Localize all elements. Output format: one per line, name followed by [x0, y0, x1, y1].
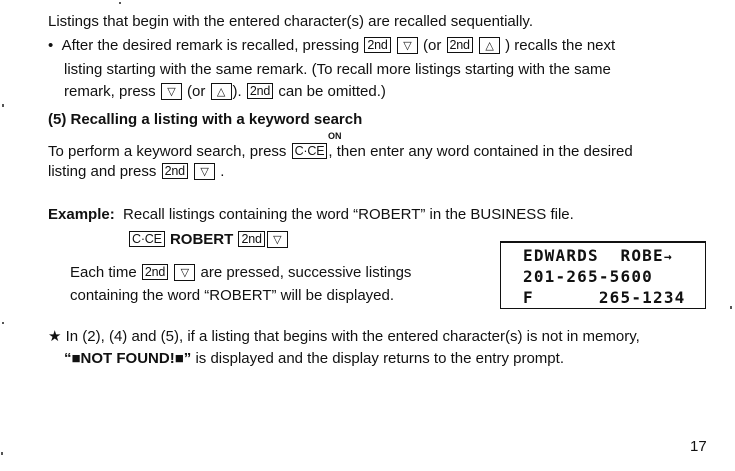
- cce-key-icon: C·CE: [292, 143, 328, 159]
- each-time-line: Each time 2nd ▽ are pressed, successive listings: [70, 264, 412, 281]
- up-arrow-key-icon: △: [479, 37, 500, 54]
- scan-speck: [2, 322, 4, 324]
- cce-key-icon: C·CE: [129, 231, 165, 247]
- bullet-continuation: listing starting with the same remark. (To recall more listings starting with the same: [64, 61, 611, 78]
- page-number: 17: [690, 438, 707, 455]
- each-time-line-2: containing the word “ROBERT” will be displayed.: [70, 287, 395, 304]
- lcd-display: [500, 241, 706, 309]
- display-line-3: F 265-1234: [523, 288, 686, 307]
- keyword-instruction-2: listing and press 2nd ▽ .: [48, 163, 225, 180]
- star-icon: ★: [48, 328, 62, 345]
- display-line-1: EDWARDS ROBE→: [523, 246, 673, 265]
- keyword-text: ROBERT: [169, 231, 234, 248]
- intro-line: Listings that begin with the entered character(s) are recalled sequentially.: [48, 13, 533, 30]
- not-found-message: “■NOT FOUND!■”: [64, 350, 192, 367]
- down-arrow-key-icon: ▽: [194, 163, 215, 180]
- scan-speck: [1, 452, 3, 455]
- note-line: ★ In (2), (4) and (5), if a listing that begins with the entered character(s) is not in memory,: [48, 328, 640, 345]
- example-keys: [128, 230, 289, 250]
- bullet-icon: •: [48, 37, 62, 54]
- note-line-2: “■NOT FOUND!■” is displayed and the display returns to the entry prompt.: [64, 350, 564, 367]
- down-arrow-key-icon: ▽: [161, 83, 182, 100]
- example-label: Example:: [48, 206, 115, 223]
- down-arrow-key-icon: ▽: [174, 264, 195, 281]
- bullet-continuation-2: remark, press ▽ (or △ ). 2nd can be omitted.): [64, 83, 386, 100]
- up-arrow-key-icon: △: [211, 83, 232, 100]
- display-line-2: 201-265-5600: [523, 267, 653, 286]
- keyword-instruction: To perform a keyword search, press C·CE , then enter any word contained in the desired: [48, 143, 633, 160]
- section-heading: (5) Recalling a listing with a keyword search: [48, 111, 363, 128]
- down-arrow-key-icon: ▽: [397, 37, 418, 54]
- right-arrow-icon: →: [663, 250, 673, 265]
- second-key-icon: 2nd: [247, 83, 273, 99]
- example-line: Example: Recall listings containing the word “ROBERT” in the BUSINESS file.: [48, 206, 574, 223]
- second-key-icon: 2nd: [364, 37, 390, 53]
- down-arrow-key-icon: ▽: [267, 231, 288, 248]
- scan-speck: [730, 306, 732, 309]
- scan-speck: [119, 2, 121, 4]
- second-key-icon: 2nd: [447, 37, 473, 53]
- scan-speck: [2, 104, 4, 107]
- second-key-icon: 2nd: [162, 163, 188, 179]
- second-key-icon: 2nd: [238, 231, 264, 247]
- bullet-line: • After the desired remark is recalled, pressing 2nd ▽ (or 2nd △ ) recalls the next: [48, 37, 616, 54]
- on-label: ON: [328, 131, 342, 141]
- second-key-icon: 2nd: [142, 264, 168, 280]
